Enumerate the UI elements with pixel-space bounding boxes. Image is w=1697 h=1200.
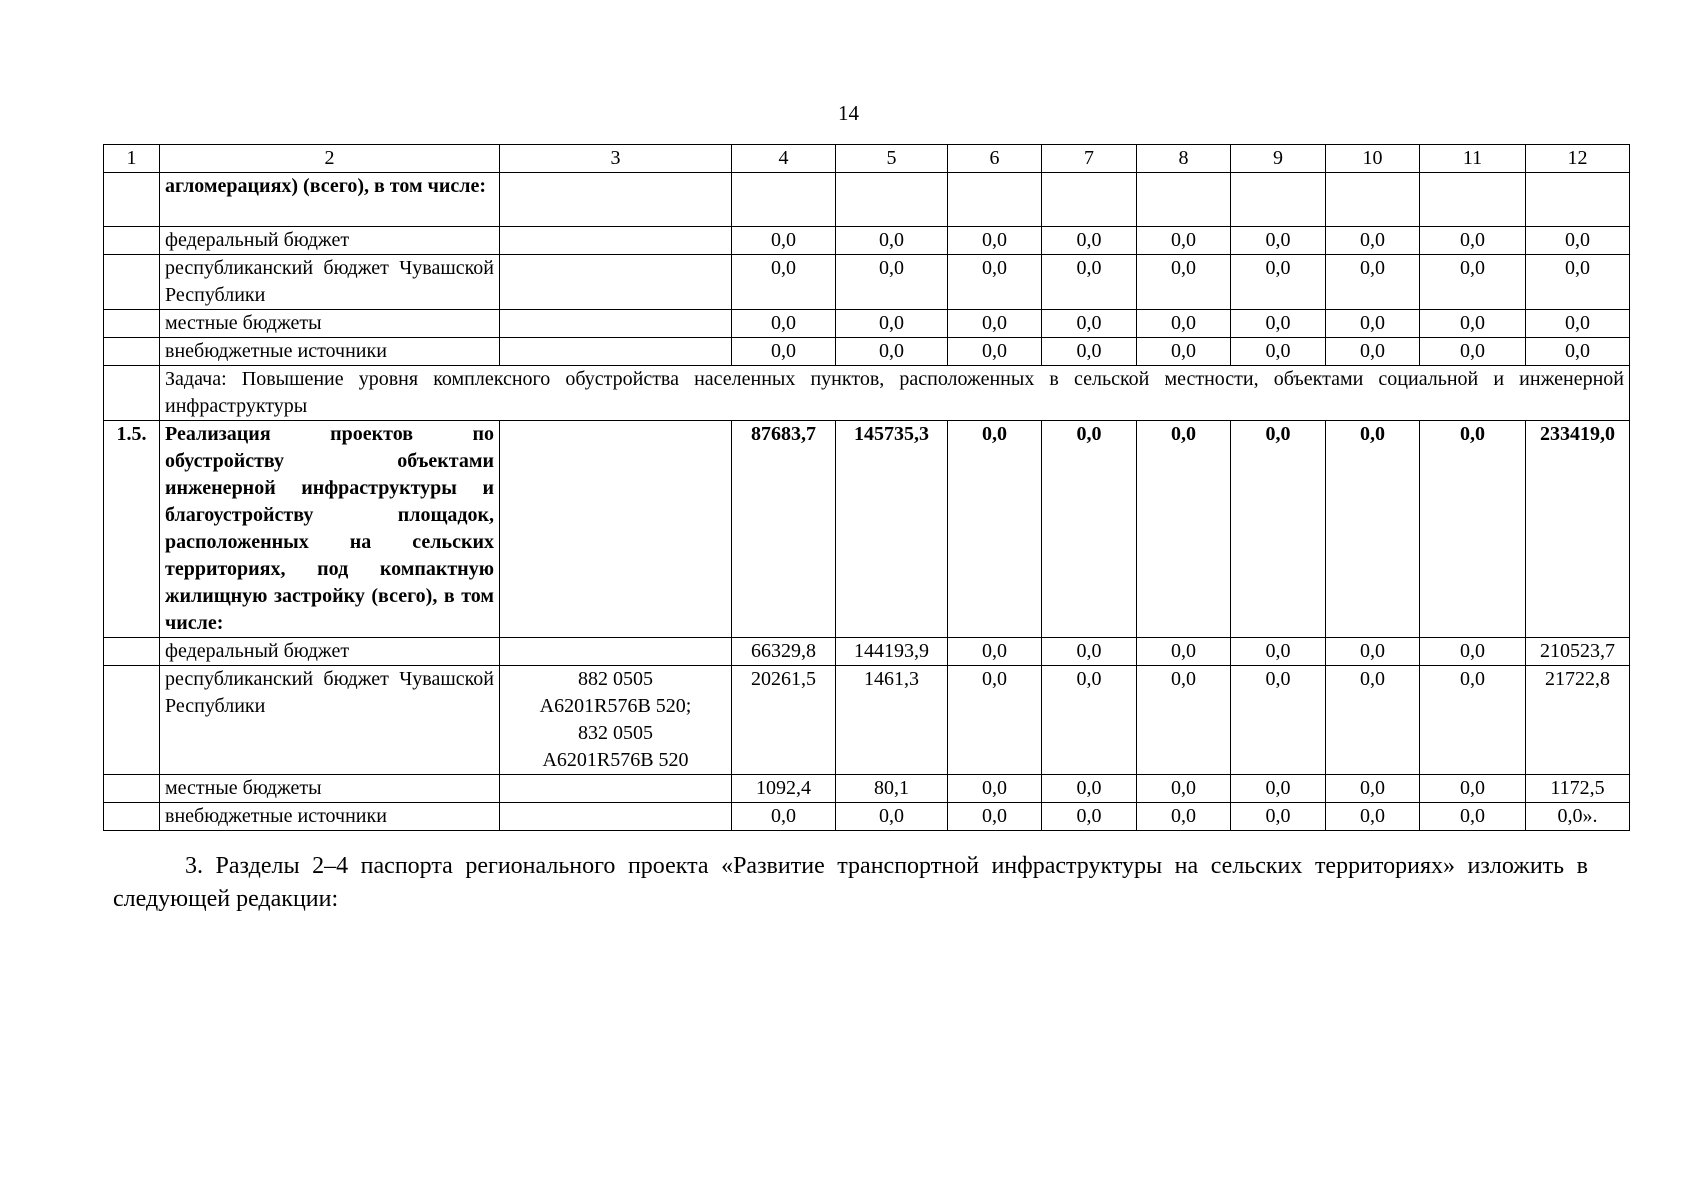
cell-value: 1461,3 — [836, 666, 948, 775]
cell-value: 0,0 — [1326, 638, 1420, 666]
cell-value: 0,0 — [1137, 803, 1231, 831]
column-header: 6 — [948, 145, 1042, 173]
cell-value: 0,0 — [1231, 666, 1326, 775]
cell-value: 0,0 — [948, 338, 1042, 366]
cell-value: 0,0 — [1526, 255, 1630, 310]
cell-value: 1092,4 — [732, 775, 836, 803]
cell-value: 0,0 — [1326, 227, 1420, 255]
column-header: 9 — [1231, 145, 1326, 173]
cell-value: 0,0 — [1231, 421, 1326, 638]
cell-value: 0,0 — [948, 803, 1042, 831]
task-text: Задача: Повышение уровня комплексного обустройства населенных пунктов, расположенных в сельской местности, объектами социальной и инженерной инфраструктуры — [160, 366, 1630, 421]
cell-value: 0,0 — [732, 227, 836, 255]
cell-value: 21722,8 — [1526, 666, 1630, 775]
cell-value: 0,0 — [1042, 638, 1137, 666]
cell-value: 0,0 — [1420, 227, 1526, 255]
row-label: федеральный бюджет — [160, 638, 500, 666]
row-label: республиканский бюджет Чувашской Республики — [160, 255, 500, 310]
column-header: 2 — [160, 145, 500, 173]
cell-value: 0,0 — [1526, 310, 1630, 338]
cell-value: 145735,3 — [836, 421, 948, 638]
table-row — [104, 803, 1630, 831]
cell-value: 144193,9 — [836, 638, 948, 666]
budget-code-line: 882 0505 — [578, 668, 653, 690]
cell-value: 0,0 — [1420, 775, 1526, 803]
row-label: местные бюджеты — [160, 310, 500, 338]
cell-value: 0,0 — [1231, 775, 1326, 803]
cell-value: 0,0 — [1137, 338, 1231, 366]
cell-value: 0,0 — [732, 255, 836, 310]
table-row — [104, 666, 1630, 775]
budget-table — [103, 144, 1630, 831]
cell-value: 0,0 — [1326, 255, 1420, 310]
column-header: 12 — [1526, 145, 1630, 173]
cell-value: 0,0 — [732, 338, 836, 366]
row-label: агломерациях) (всего), в том числе: — [160, 173, 500, 227]
column-header: 7 — [1042, 145, 1137, 173]
cell-value: 0,0 — [1137, 310, 1231, 338]
column-header: 10 — [1326, 145, 1420, 173]
row-label: Реализация проектов по обустройству объектами инженерной инфраструктуры и благоустройству площадок, расположенных на сельских территориях, под компактную жилищную застройку (всего), в том числе: — [160, 421, 500, 638]
cell-value: 0,0 — [1042, 255, 1137, 310]
cell-value: 66329,8 — [732, 638, 836, 666]
cell-value: 0,0 — [1137, 421, 1231, 638]
cell-value: 0,0 — [1526, 227, 1630, 255]
cell-value: 0,0 — [1326, 803, 1420, 831]
budget-code-line: А6201R576В 520 — [542, 749, 689, 771]
cell-value: 0,0 — [1042, 338, 1137, 366]
column-header: 8 — [1137, 145, 1231, 173]
table-row — [104, 173, 1630, 227]
cell-value: 0,0 — [1231, 338, 1326, 366]
body-paragraph: 3. Разделы 2–4 паспорта регионального проекта «Развитие транспортной инфраструктуры на сельских территориях» изложить в следующей редакции: — [113, 853, 1588, 912]
cell-value: 0,0 — [1326, 310, 1420, 338]
cell-value: 20261,5 — [732, 666, 836, 775]
budget-code-line: А6201R576В 520; — [539, 695, 692, 717]
cell-value: 0,0 — [1526, 338, 1630, 366]
cell-value: 0,0 — [948, 227, 1042, 255]
cell-value: 0,0 — [1420, 666, 1526, 775]
row-label: федеральный бюджет — [160, 227, 500, 255]
cell-value: 0,0 — [1326, 666, 1420, 775]
table-row — [104, 775, 1630, 803]
page-number: 14 — [838, 101, 859, 125]
cell-value: 0,0 — [948, 666, 1042, 775]
cell-value: 0,0 — [1137, 255, 1231, 310]
cell-value: 0,0 — [948, 775, 1042, 803]
cell-value: 0,0 — [1326, 775, 1420, 803]
cell-value: 0,0 — [732, 803, 836, 831]
cell-value: 0,0 — [836, 227, 948, 255]
cell-value: 80,1 — [836, 775, 948, 803]
cell-value: 0,0 — [1420, 638, 1526, 666]
cell-value: 233419,0 — [1526, 421, 1630, 638]
cell-value: 0,0 — [1231, 227, 1326, 255]
cell-value: 0,0 — [1231, 638, 1326, 666]
cell-value: 0,0 — [1042, 227, 1137, 255]
column-header: 4 — [732, 145, 836, 173]
table-row — [104, 421, 1630, 638]
row-label: внебюджетные источники — [160, 803, 500, 831]
cell-value: 87683,7 — [732, 421, 836, 638]
task-row — [104, 366, 1630, 421]
cell-value: 0,0 — [1042, 775, 1137, 803]
cell-value: 1172,5 — [1526, 775, 1630, 803]
cell-value: 0,0 — [1231, 255, 1326, 310]
table-row — [104, 310, 1630, 338]
cell-value: 0,0 — [1420, 255, 1526, 310]
cell-value: 0,0 — [948, 421, 1042, 638]
table-row — [104, 638, 1630, 666]
column-header: 5 — [836, 145, 948, 173]
cell-value: 0,0 — [1042, 310, 1137, 338]
cell-value: 0,0». — [1526, 803, 1630, 831]
cell-value: 210523,7 — [1526, 638, 1630, 666]
cell-value: 0,0 — [948, 638, 1042, 666]
cell-value: 0,0 — [1231, 310, 1326, 338]
cell-value: 0,0 — [1137, 638, 1231, 666]
row-label: внебюджетные источники — [160, 338, 500, 366]
cell-value: 0,0 — [1420, 310, 1526, 338]
column-header: 11 — [1420, 145, 1526, 173]
cell-value: 0,0 — [1042, 421, 1137, 638]
cell-value: 0,0 — [1137, 227, 1231, 255]
table-header-row — [104, 145, 1630, 173]
column-header: 1 — [104, 145, 160, 173]
cell-value: 0,0 — [836, 338, 948, 366]
cell-value: 0,0 — [732, 310, 836, 338]
cell-value: 0,0 — [1326, 421, 1420, 638]
table-row — [104, 255, 1630, 310]
cell-value: 0,0 — [836, 255, 948, 310]
table-row — [104, 227, 1630, 255]
table-row — [104, 338, 1630, 366]
row-label: республиканский бюджет Чувашской Республики — [160, 666, 500, 775]
cell-value: 0,0 — [1042, 803, 1137, 831]
cell-value: 0,0 — [836, 803, 948, 831]
cell-value: 0,0 — [1326, 338, 1420, 366]
cell-value: 0,0 — [1420, 421, 1526, 638]
cell-value: 0,0 — [948, 310, 1042, 338]
budget-code — [500, 666, 732, 775]
cell-value: 0,0 — [948, 255, 1042, 310]
cell-value: 0,0 — [1420, 803, 1526, 831]
section-number: 1.5. — [104, 421, 160, 638]
budget-code-line: 832 0505 — [578, 722, 653, 744]
column-header: 3 — [500, 145, 732, 173]
cell-value: 0,0 — [1042, 666, 1137, 775]
cell-value: 0,0 — [1420, 338, 1526, 366]
cell-value: 0,0 — [1231, 803, 1326, 831]
cell-value: 0,0 — [1137, 775, 1231, 803]
cell-value: 0,0 — [836, 310, 948, 338]
row-label: местные бюджеты — [160, 775, 500, 803]
cell-value: 0,0 — [1137, 666, 1231, 775]
